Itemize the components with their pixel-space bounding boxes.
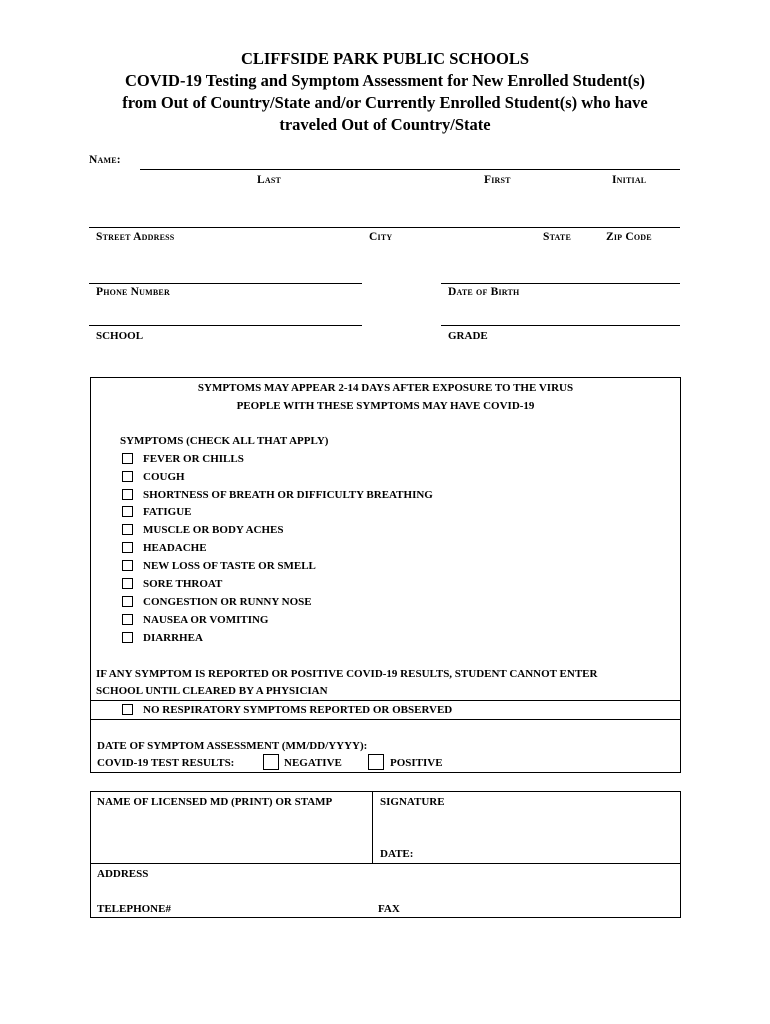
symptom-label-fever: FEVER OR CHILLS	[143, 453, 244, 465]
symptom-label-sore-throat: SORE THROAT	[143, 578, 223, 590]
symptom-checkbox-nausea[interactable]	[122, 614, 133, 625]
address-field[interactable]	[89, 227, 680, 228]
name-label: Name:	[89, 154, 121, 166]
state-label: State	[543, 231, 571, 243]
name-field[interactable]	[140, 169, 680, 170]
symptoms-intro-2: PEOPLE WITH THESE SYMPTOMS MAY HAVE COVID-19	[236, 400, 535, 412]
grade-label: GRADE	[448, 330, 488, 342]
symptom-checkbox-diarrhea[interactable]	[122, 632, 133, 643]
symptom-checkbox-fatigue[interactable]	[122, 506, 133, 517]
md-name-label: NAME OF LICENSED MD (PRINT) OR STAMP	[97, 796, 333, 808]
initial-label: Initial	[612, 174, 647, 186]
telephone-label: TELEPHONE#	[97, 903, 171, 915]
negative-label: NEGATIVE	[284, 757, 342, 769]
school-title: CLIFFSIDE PARK PUBLIC SCHOOLS	[240, 49, 530, 68]
divider	[90, 719, 681, 720]
symptom-label-headache: HEADACHE	[143, 542, 207, 554]
positive-label: POSITIVE	[390, 757, 443, 769]
symptom-label-loss-of-taste: NEW LOSS OF TASTE OR SMELL	[143, 560, 316, 572]
symptoms-check-header: SYMPTOMS (CHECK ALL THAT APPLY)	[120, 435, 329, 447]
date-of-birth-label: Date of Birth	[448, 286, 520, 298]
no-symptoms-label: NO RESPIRATORY SYMPTOMS REPORTED OR OBSERVED	[143, 704, 453, 716]
symptoms-intro-1: SYMPTOMS MAY APPEAR 2-14 DAYS AFTER EXPOSURE TO THE VIRUS	[197, 382, 574, 394]
symptom-checkbox-body-aches[interactable]	[122, 524, 133, 535]
symptom-label-diarrhea: DIARRHEA	[143, 632, 203, 644]
address-label: ADDRESS	[97, 868, 149, 880]
form-title-line-2: from Out of Country/State and/or Currently Enrolled Student(s) who have	[122, 93, 648, 112]
symptom-checkbox-shortness-of-breath[interactable]	[122, 489, 133, 500]
zip-code-label: Zip Code	[606, 231, 652, 243]
divider	[90, 863, 681, 864]
school-field[interactable]	[89, 325, 362, 326]
assessment-date-label: DATE OF SYMPTOM ASSESSMENT (MM/DD/YYYY):	[97, 740, 368, 752]
symptom-label-body-aches: MUSCLE OR BODY ACHES	[143, 524, 284, 536]
date-label: DATE:	[380, 848, 414, 860]
grade-field[interactable]	[441, 325, 680, 326]
form-title-line-3: traveled Out of Country/State	[279, 115, 491, 134]
city-label: City	[369, 231, 393, 243]
signature-label: SIGNATURE	[380, 796, 445, 808]
symptom-checkbox-sore-throat[interactable]	[122, 578, 133, 589]
symptom-label-shortness-of-breath: SHORTNESS OF BREATH OR DIFFICULTY BREATHING	[143, 489, 433, 501]
negative-checkbox[interactable]	[263, 754, 279, 770]
divider	[90, 700, 681, 701]
symptom-checkbox-loss-of-taste[interactable]	[122, 560, 133, 571]
phone-number-label: Phone Number	[96, 286, 170, 298]
form-title-line-1: COVID-19 Testing and Symptom Assessment for New Enrolled Student(s)	[124, 71, 646, 90]
positive-checkbox[interactable]	[368, 754, 384, 770]
symptom-label-cough: COUGH	[143, 471, 185, 483]
warning-line-1: IF ANY SYMPTOM IS REPORTED OR POSITIVE COVID-19 RESULTS, STUDENT CANNOT ENTER	[96, 668, 598, 680]
symptom-label-fatigue: FATIGUE	[143, 506, 192, 518]
warning-line-2: SCHOOL UNTIL CLEARED BY A PHYSICIAN	[96, 685, 328, 697]
last-name-label: Last	[257, 174, 282, 186]
symptom-label-nausea: NAUSEA OR VOMITING	[143, 614, 269, 626]
symptom-label-congestion: CONGESTION OR RUNNY NOSE	[143, 596, 312, 608]
fax-label: FAX	[378, 903, 400, 915]
symptom-checkbox-headache[interactable]	[122, 542, 133, 553]
street-address-label: Street Address	[96, 231, 175, 243]
first-name-label: First	[484, 174, 511, 186]
symptom-checkbox-congestion[interactable]	[122, 596, 133, 607]
symptom-checkbox-cough[interactable]	[122, 471, 133, 482]
school-label: SCHOOL	[96, 330, 144, 342]
divider	[372, 791, 373, 864]
test-results-label: COVID-19 TEST RESULTS:	[97, 757, 235, 769]
phone-field[interactable]	[89, 283, 362, 284]
dob-field[interactable]	[441, 283, 680, 284]
symptom-checkbox-fever[interactable]	[122, 453, 133, 464]
no-symptoms-checkbox[interactable]	[122, 704, 133, 715]
